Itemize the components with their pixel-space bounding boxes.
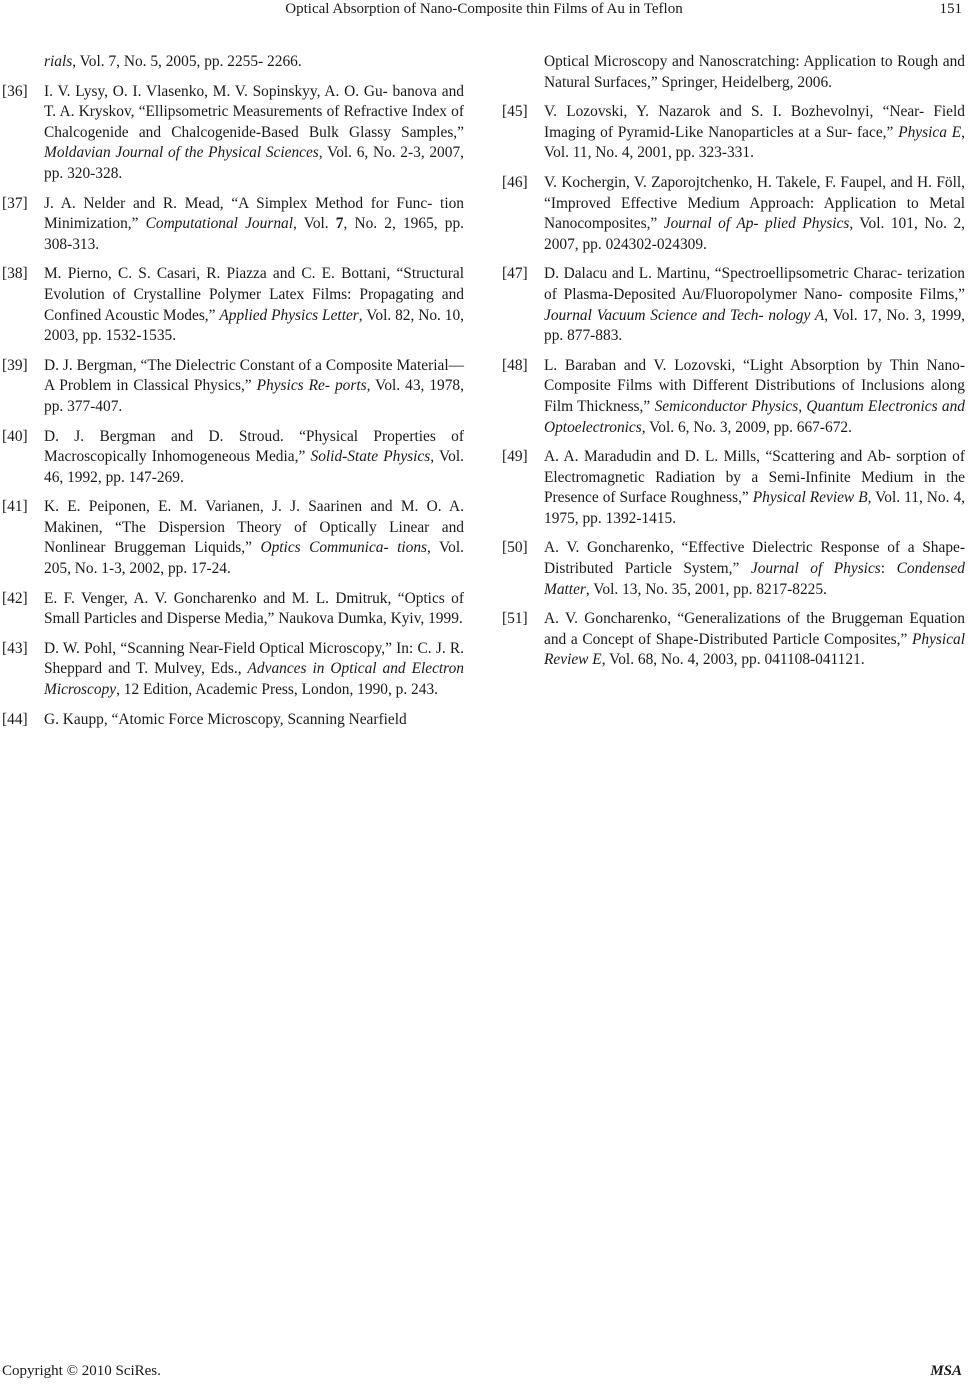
reference-text: , Vol. bbox=[292, 215, 336, 233]
reference-number: [38] bbox=[2, 265, 28, 283]
reference-text: E. F. Venger, A. V. Goncharenko and M. L. Dmitruk, “Optics of Small Particles and Disperse Media,” Naukova Dumka, Kyiv, 1999. bbox=[44, 589, 464, 628]
reference-text: M. Pierno, C. S. Casari, R. Piazza and C. E. Bottani, “Structural Evolution of Crystalline Polymer Latex Films: Propagating and Confined Acoustic Modes,” bbox=[44, 265, 464, 324]
reference-source: Condensed Matter bbox=[544, 560, 966, 598]
reference-text: V. Kochergin, V. Zaporojtchenko, H. Takele, F. Faupel, and H. Föll, “Improved Effective Medium Approach: Application to Metal Nanocomposites,” bbox=[544, 173, 965, 233]
reference-text: , Vol. 6, No. 3, 2009, pp. 667-672. bbox=[641, 418, 852, 436]
reference-number: [45] bbox=[502, 103, 528, 121]
reference-volume: 7 bbox=[335, 215, 344, 233]
reference-number: [50] bbox=[502, 539, 528, 557]
reference-number: [46] bbox=[502, 173, 528, 191]
reference-text: , Vol. 68, No. 4, 2003, pp. 041108-041121. bbox=[601, 651, 865, 669]
reference-text: , Vol. 17, No. 3, 1999, pp. 877-883. bbox=[544, 306, 965, 345]
reference-item bbox=[502, 356, 965, 438]
reference-number: [51] bbox=[502, 610, 528, 628]
reference-number: [41] bbox=[2, 498, 28, 516]
reference-source: Journal Vacuum Science and Tech- nology A bbox=[544, 306, 825, 324]
reference-item bbox=[2, 82, 464, 185]
reference-source: Optics Communica- tions bbox=[260, 539, 428, 557]
page-footer bbox=[0, 1362, 968, 1386]
reference-text: V. Lozovski, Y. Nazarok and S. I. Bozhevolnyi, “Near- Field Imaging of Pyramid-Like Nanoparticles at a Sur- face,” bbox=[544, 103, 965, 141]
reference-source: Journal of Ap- plied Physics bbox=[663, 215, 850, 233]
reference-text: , Vol. 205, No. 1-3, 2002, pp. 17-24. bbox=[44, 539, 464, 578]
reference-item bbox=[502, 609, 965, 671]
reference-item bbox=[2, 589, 464, 630]
copyright-notice: Copyright © 2010 SciRes. bbox=[2, 1363, 161, 1379]
reference-text: , Vol. 46, 1992, pp. 147-269. bbox=[44, 448, 464, 486]
reference-item bbox=[2, 194, 464, 256]
reference-number: [48] bbox=[502, 356, 528, 374]
reference-item bbox=[2, 264, 464, 346]
reference-text: A. V. Goncharenko, “Effective Dielectric Response of a Shape-Distributed Particle System,” bbox=[544, 539, 965, 578]
reference-number: [49] bbox=[502, 448, 528, 466]
reference-number: [40] bbox=[2, 427, 28, 445]
reference-source: Applied Physics Letter bbox=[219, 306, 359, 324]
reference-text: I. V. Lysy, O. I. Vlasenko, M. V. Sopinskyy, A. O. Gu- banova and T. A. Kryskov, “Ellipsometric Measurements of Refractive Index of Chalcogenide and Chalcogenide-Based Bulk Glassy Samples,” bbox=[44, 82, 464, 141]
reference-source: Physical Review E bbox=[544, 630, 965, 669]
reference-item bbox=[502, 538, 965, 600]
reference-continuation: Optical Microscopy and Nanoscratching: Application to Rough and Natural Surfaces,” Springer, Heidelberg, 2006. bbox=[544, 53, 965, 91]
reference-text: D. W. Pohl, “Scanning Near-Field Optical Microscopy,” In: C. J. R. Sheppard and T. Mulvey, Eds., bbox=[44, 639, 464, 678]
reference-text: L. Baraban and V. Lozovski, “Light Absorption by Thin Nano-Composite Films with Different Distributions of Inclusions along Film Thickness,” bbox=[544, 356, 965, 415]
reference-text: , Vol. 101, No. 2, 2007, pp. 024302-024309. bbox=[544, 215, 965, 253]
reference-source: Journal of Physics bbox=[750, 560, 881, 578]
reference-text: , No. 2, 1965, pp. 308-313. bbox=[44, 215, 464, 253]
reference-number: [39] bbox=[2, 356, 28, 374]
reference-continuation: rials, Vol. 7, No. 5, 2005, pp. 2255- 2266. bbox=[44, 53, 302, 70]
reference-number: [47] bbox=[502, 265, 528, 283]
reference-item bbox=[502, 173, 965, 255]
reference-number: [37] bbox=[2, 194, 28, 212]
reference-item bbox=[2, 639, 464, 701]
reference-source: Advances in Optical and Electron Microscopy bbox=[44, 660, 464, 699]
left-column bbox=[2, 52, 464, 739]
reference-item bbox=[502, 447, 965, 529]
reference-source: Physics Re- ports bbox=[256, 377, 367, 395]
reference-source: Physical Review B bbox=[752, 489, 868, 507]
reference-text: , Vol. 43, 1978, pp. 377-407. bbox=[44, 377, 464, 415]
reference-source: Physica E bbox=[898, 123, 962, 141]
reference-number: [42] bbox=[2, 589, 28, 607]
reference-text: D. J. Bergman, “The Dielectric Constant of a Composite Material—A Problem in Classical Physics,” bbox=[44, 356, 464, 395]
page-header bbox=[0, 0, 968, 22]
reference-source: Semiconductor Physics, Quantum Electronics and Optoelectronics bbox=[544, 397, 965, 436]
reference-item bbox=[502, 264, 965, 346]
reference-text: , Vol. 6, No. 2-3, 2007, pp. 320-328. bbox=[44, 144, 464, 182]
reference-source: Moldavian Journal of the Physical Sciences bbox=[44, 144, 319, 162]
reference-text: J. A. Nelder and R. Mead, “A Simplex Method for Func- tion Minimization,” bbox=[44, 194, 464, 233]
page-number: 151 bbox=[939, 1, 962, 17]
reference-text: , Vol. 82, No. 10, 2003, pp. 1532-1535. bbox=[44, 306, 464, 345]
reference-item bbox=[2, 356, 464, 418]
reference-text: D. Dalacu and L. Martinu, “Spectroellipsometric Charac- terization of Plasma-Deposited Au/Fluoropolymer Nano- composite Films,” bbox=[544, 265, 965, 303]
reference-text: , Vol. 11, No. 4, 2001, pp. 323-331. bbox=[544, 123, 966, 162]
reference-source: Computational Journal bbox=[145, 215, 293, 233]
journal-abbreviation: MSA bbox=[930, 1363, 962, 1379]
reference-item bbox=[2, 497, 464, 579]
running-title: Optical Absorption of Nano-Composite thin Films of Au in Teflon bbox=[285, 1, 683, 17]
reference-text: , 12 Edition, Academic Press, London, 1990, p. 243. bbox=[116, 681, 438, 699]
reference-number: [44] bbox=[2, 710, 28, 728]
reference-text: D. J. Bergman and D. Stroud. “Physical Properties of Macroscopically Inhomogeneous Media,” bbox=[44, 427, 464, 466]
reference-number: [43] bbox=[2, 639, 28, 657]
right-column bbox=[502, 52, 965, 680]
reference-source: Solid-State Physics bbox=[310, 448, 431, 466]
reference-item bbox=[2, 427, 464, 489]
reference-text: A. V. Goncharenko, “Generalizations of the Bruggeman Equation and a Concept of Shape-Distributed Particle Composites,” bbox=[544, 610, 965, 648]
reference-text: , Vol. 13, No. 35, 2001, pp. 8217-8225. bbox=[585, 580, 827, 598]
reference-text: , Vol. 11, No. 4, 1975, pp. 1392-1415. bbox=[544, 489, 966, 527]
reference-item bbox=[2, 710, 464, 731]
reference-text: : bbox=[880, 560, 897, 578]
reference-item bbox=[502, 102, 965, 164]
reference-text: K. E. Peiponen, E. M. Varianen, J. J. Saarinen and M. O. A. Makinen, “The Dispersion Theory of Optically Linear and Nonlinear Bruggeman Liquids,” bbox=[44, 498, 464, 557]
reference-text: A. A. Maradudin and D. L. Mills, “Scattering and Ab- sorption of Electromagnetic Radiation by a Semi-Infinite Medium in the Presence of Surface Roughness,” bbox=[544, 448, 965, 507]
reference-text: G. Kaupp, “Atomic Force Microscopy, Scanning Nearfield bbox=[44, 710, 407, 728]
reference-number: [36] bbox=[2, 82, 28, 100]
